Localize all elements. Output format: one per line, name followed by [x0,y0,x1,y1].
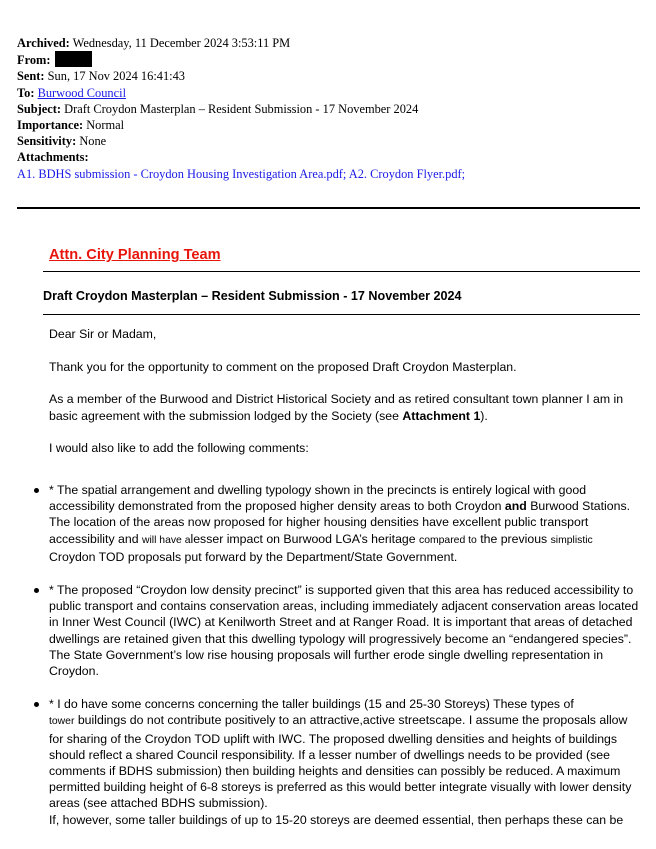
importance-label: Importance: [17,118,84,133]
paragraph-member [49,391,639,423]
importance-row [17,117,637,133]
attachment-ref: Attachment 1 [402,408,481,423]
attachments-row [17,149,637,165]
archived-label: Archived: [17,36,70,50]
para2-end: ). [480,408,488,423]
b3-small: tower [49,716,75,728]
subject-value: Draft Croydon Masterplan – Resident Submission - 17 November 2024 [64,101,419,116]
b1-text-e: Croydon TOD proposals put forward by the Department/State Government. [49,549,458,564]
b1-text-a: * The spatial arrangement and dwelling typology shown in the precincts is entirely logical with good accessibility demonstrated from the proposed higher density areas to both Croydon [49,483,587,514]
b3-text-b: buildings do not contribute positively to an attractive,active streetscape. I assume the proposals allow for sharing of the Croydon TOD uplift with IWC. The proposed dwelling densities and heights of buildings should reflect a shared Council responsibility. If a lesser number of dwellings needs to be provided (see comments if BDHS submission) then building heights and densities can possibly be reduced. A maximum permitted building height of 6-8 storeys is preferred as this would better integrate visually with lower density areas (see attached BDHS submission). [49,713,632,811]
to-link[interactable]: Burwood Council [37,85,127,100]
b1-bold: and [504,499,527,514]
importance-value: Normal [86,118,125,133]
sensitivity-label: Sensitivity: [17,134,77,149]
attachments-label: Attachments: [17,150,89,165]
archived-row [17,35,637,51]
b1-text-b: Burwood Stations. The location of the areas now proposed for higher housing densities have excellent public transport accessibility and [49,499,631,546]
from-row [17,51,637,68]
b2-text: * The proposed “Croydon low density precinct” is supported given that this area has reduced accessibility to public transport and contains conservation areas, including immediately adjacent conservation areas located in Inner West Council (IWC) at Kenilworth Street and at Ranger Road. It is important that areas of detached dwellings are retained given that this dwelling typology will progressively become an “endangered species”. The State Government’s low rise housing proposals will further erode single dwelling representation in Croydon. [49,583,639,679]
list-item [49,696,639,828]
bullet-icon [34,488,39,493]
b1-small-3: simplistic [550,534,593,546]
para2-text: As a member of the Burwood and District Historical Society and as retired consultant town planner I am in basic agreement with the submission lodged by the Society (see [49,392,624,423]
b3-text-a: * I do have some concerns concerning the taller buildings (15 and 25-30 Storeys) These types of [49,697,574,712]
bullet-icon [34,702,39,707]
header-divider [17,207,640,209]
sent-row [17,68,637,84]
sensitivity-row [17,133,637,149]
attachments-list[interactable]: A1. BDHS submission - Croydon Housing Investigation Area.pdf; A2. Croydon Flyer.pdf; [17,166,466,181]
letter-body [49,326,639,473]
b3-text-c: If, however, some taller buildings of up to 15-20 storeys are deemed essential, then perhaps these can be [49,812,624,827]
email-header [17,35,637,182]
heading-divider [43,314,640,315]
to-label: To: [17,85,35,100]
list-item [49,482,639,565]
sent-value: Sun, 17 Nov 2024 16:41:43 [47,69,185,84]
bullet-icon [34,588,39,593]
b1-small-2: compared to [419,534,477,546]
list-item [49,582,639,679]
b1-text-c: lesser impact on Burwood LGA’s heritage [190,531,420,546]
attn-divider [43,271,640,272]
salutation: Dear Sir or Madam, [49,327,157,341]
letter-heading: Draft Croydon Masterplan – Resident Submission - 17 November 2024 [43,289,462,303]
subject-row [17,101,637,117]
subject-label: Subject: [17,101,62,116]
attn-heading: Attn. City Planning Team [49,247,221,263]
sensitivity-value: None [79,134,107,149]
sent-label: Sent: [17,69,45,84]
to-row [17,85,637,101]
b1-text-d: the previous [476,531,551,546]
paragraph-add-comments: I would also like to add the following comments: [49,441,309,456]
from-label: From: [17,53,51,68]
b1-small-1: will have a [141,534,191,546]
paragraph-thanks: Thank you for the opportunity to comment on the proposed Draft Croydon Masterplan. [49,359,517,374]
redacted-sender [55,51,92,67]
comment-list [49,482,639,828]
archived-value: Wednesday, 11 December 2024 3:53:11 PM [72,36,291,50]
